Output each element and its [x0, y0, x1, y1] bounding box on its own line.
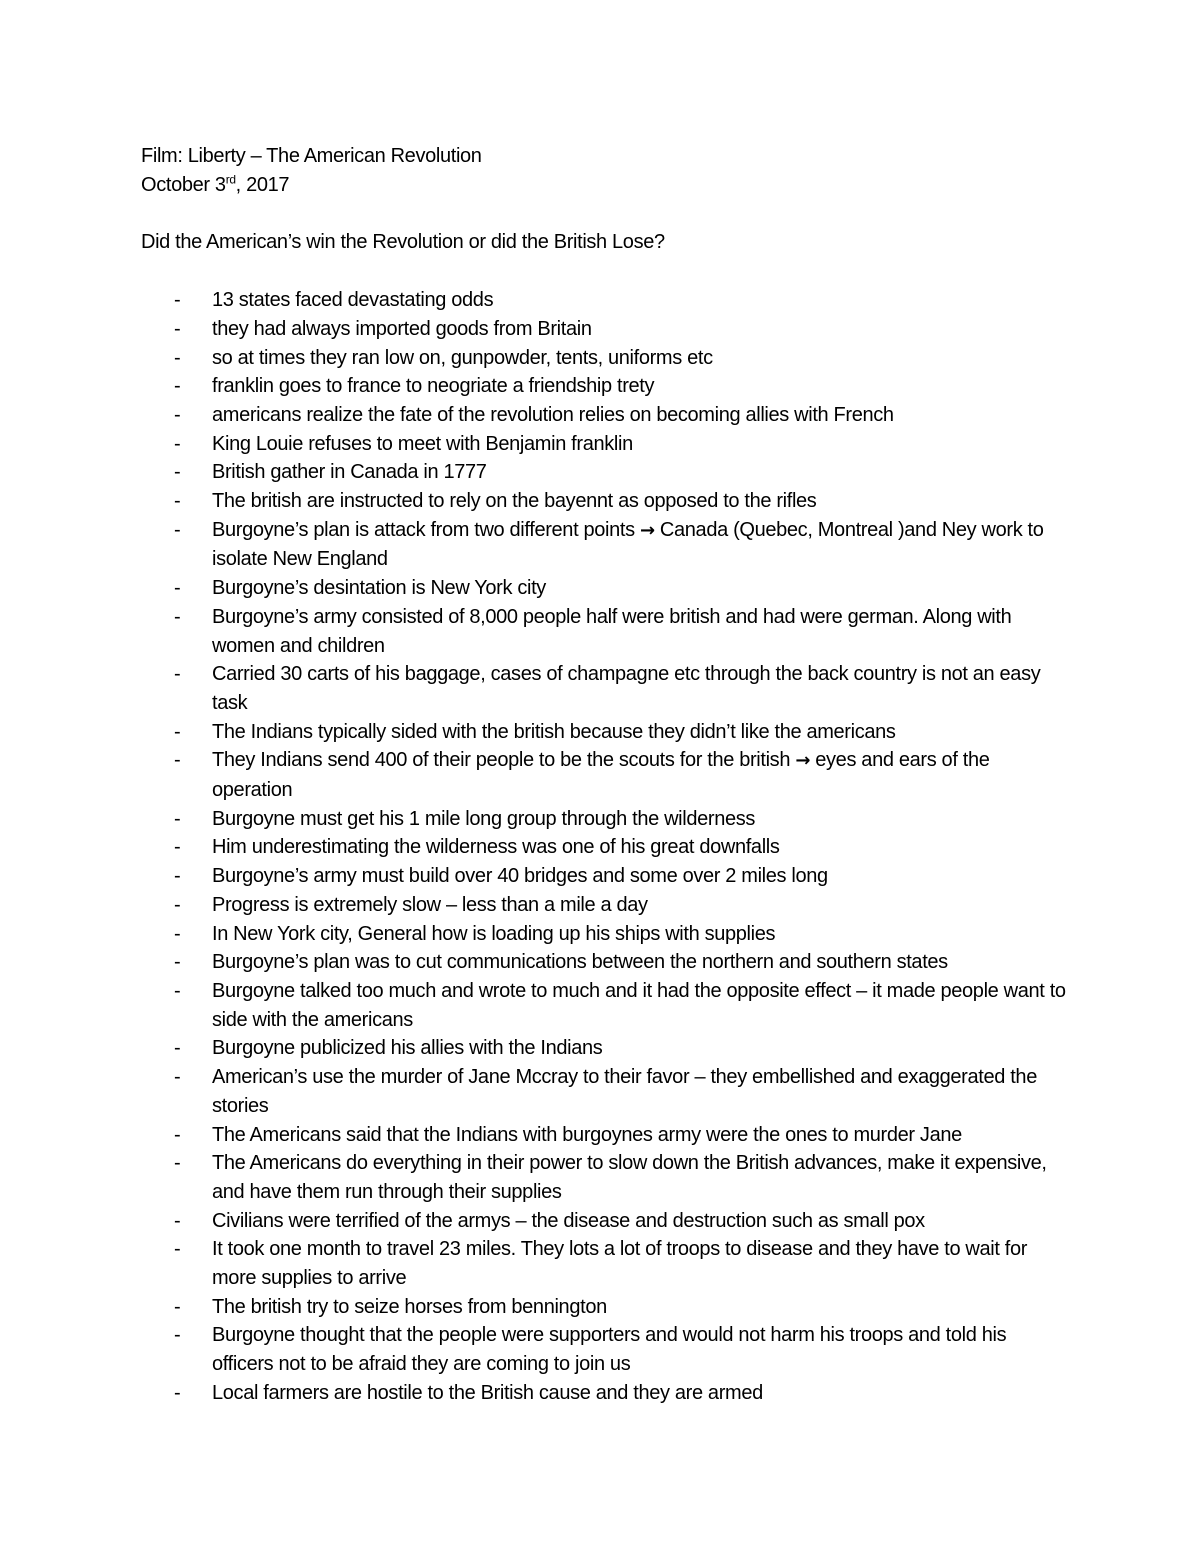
- note-item: [141, 430, 1071, 459]
- note-text: It took one month to travel 23 miles. They lots a lot of troops to disease and they have to wait for more supplies to arrive: [212, 1238, 1028, 1290]
- bullet-dash: -: [174, 577, 181, 600]
- note-item: [141, 344, 1071, 373]
- bullet-dash: -: [174, 1066, 181, 1089]
- note-text: The british try to seize horses from bennington: [212, 1295, 607, 1318]
- bullet-dash: -: [174, 979, 181, 1002]
- note-text: The british are instructed to rely on the bayennt as opposed to the rifles: [212, 490, 817, 513]
- note-item: [141, 862, 1071, 891]
- note-item: [141, 1293, 1071, 1322]
- note-item: [141, 1207, 1071, 1236]
- date-ordinal-suffix: rd: [225, 172, 236, 187]
- note-item: [141, 458, 1071, 487]
- bullet-dash: -: [174, 865, 181, 888]
- note-text: Local farmers are hostile to the British cause and they are armed: [212, 1381, 763, 1404]
- document-body: [141, 142, 1071, 1408]
- note-text: Burgoyne publicized his allies with the Indians: [212, 1037, 603, 1060]
- bullet-dash: -: [174, 1037, 181, 1060]
- note-item: [141, 746, 1071, 804]
- note-text: americans realize the fate of the revolution relies on becoming allies with French: [212, 403, 894, 426]
- note-item: [141, 603, 1071, 660]
- bullet-dash: -: [174, 1123, 181, 1146]
- bullet-dash: -: [174, 749, 181, 772]
- bullet-dash: -: [174, 836, 181, 859]
- right-arrow-icon: →: [795, 750, 811, 772]
- note-text-before-arrow: Burgoyne’s plan is attack from two different points: [212, 518, 640, 541]
- note-text: Burgoyne thought that the people were supporters and would not harm his troops and told his officers not to be afraid they are coming to join us: [212, 1324, 1007, 1376]
- notes-list: [141, 286, 1071, 1407]
- note-item: [141, 487, 1071, 516]
- note-item: [141, 516, 1071, 574]
- bullet-dash: -: [174, 1324, 181, 1347]
- note-item: [141, 660, 1071, 717]
- note-text: Burgoyne must get his 1 mile long group through the wilderness: [212, 807, 756, 830]
- bullet-dash: -: [174, 461, 181, 484]
- note-item: [141, 372, 1071, 401]
- note-text: Burgoyne’s desintation is New York city: [212, 577, 546, 600]
- note-text: [212, 746, 1071, 804]
- note-item: [141, 1379, 1071, 1408]
- bullet-dash: -: [174, 605, 181, 628]
- note-item: [141, 718, 1071, 747]
- note-text: British gather in Canada in 1777: [212, 461, 487, 484]
- note-text: Progress is extremely slow – less than a mile a day: [212, 893, 648, 916]
- note-text-before-arrow: They Indians send 400 of their people to be the scouts for the british: [212, 749, 796, 772]
- note-item: [141, 1149, 1071, 1206]
- note-item: [141, 948, 1071, 977]
- bullet-dash: -: [174, 807, 181, 830]
- note-text: they had always imported goods from Britain: [212, 317, 592, 340]
- bullet-dash: -: [174, 1238, 181, 1261]
- note-text: [212, 516, 1071, 574]
- note-item: [141, 1121, 1071, 1150]
- bullet-dash: -: [174, 663, 181, 686]
- note-text: Carried 30 carts of his baggage, cases of champagne etc through the back country is not an easy task: [212, 663, 1041, 714]
- note-text: franklin goes to france to neogriate a friendship trety: [212, 375, 655, 398]
- note-text: The Americans said that the Indians with burgoynes army were the ones to murder Jane: [212, 1123, 962, 1146]
- bullet-dash: -: [174, 346, 181, 369]
- bullet-dash: -: [174, 1381, 181, 1404]
- date-prefix: October 3: [141, 173, 226, 196]
- bullet-dash: -: [174, 1209, 181, 1232]
- note-item: [141, 315, 1071, 344]
- bullet-dash: -: [174, 518, 181, 541]
- note-item: [141, 833, 1071, 862]
- date-rest: , 2017: [235, 173, 290, 196]
- note-item: [141, 574, 1071, 603]
- document-date: [141, 171, 1071, 200]
- note-text: Civilians were terrified of the armys – the disease and destruction such as small pox: [212, 1209, 925, 1232]
- note-item: [141, 286, 1071, 315]
- bullet-dash: -: [174, 490, 181, 513]
- guiding-question: Did the American’s win the Revolution or did the British Lose?: [141, 231, 665, 254]
- note-text: Burgoyne’s army consisted of 8,000 people half were british and had were german. Along with women and children: [212, 605, 1012, 657]
- note-item: [141, 1034, 1071, 1063]
- note-text: Burgoyne’s army must build over 40 bridges and some over 2 miles long: [212, 865, 828, 888]
- note-item: [141, 401, 1071, 430]
- note-text: so at times they ran low on, gunpowder, tents, uniforms etc: [212, 346, 713, 369]
- document-title: Film: Liberty – The American Revolution: [141, 145, 482, 167]
- bullet-dash: -: [174, 951, 181, 974]
- note-item: [141, 1321, 1071, 1378]
- note-item: [141, 805, 1071, 834]
- bullet-dash: -: [174, 893, 181, 916]
- bullet-dash: -: [174, 720, 181, 743]
- bullet-dash: -: [174, 922, 181, 945]
- note-text: American’s use the murder of Jane Mccray to their favor – they embellished and exaggerated the stories: [212, 1066, 1037, 1117]
- note-text-after-arrow: eyes and ears of the operation: [212, 749, 990, 802]
- bullet-dash: -: [174, 317, 181, 340]
- note-text: In New York city, General how is loading up his ships with supplies: [212, 922, 776, 945]
- bullet-dash: -: [174, 375, 181, 398]
- note-text: Burgoyne’s plan was to cut communications between the northern and southern states: [212, 951, 948, 974]
- bullet-dash: -: [174, 403, 181, 426]
- note-item: [141, 1235, 1071, 1292]
- note-text: The Indians typically sided with the british because they didn’t like the americans: [212, 720, 896, 743]
- note-text: The Americans do everything in their power to slow down the British advances, make it expensive, and have them run through their supplies: [212, 1152, 1047, 1203]
- note-text: Him underestimating the wilderness was one of his great downfalls: [212, 836, 780, 859]
- note-item: [141, 891, 1071, 920]
- note-item: [141, 920, 1071, 949]
- bullet-dash: -: [174, 1152, 181, 1175]
- note-text: King Louie refuses to meet with Benjamin franklin: [212, 432, 633, 455]
- note-text: 13 states faced devastating odds: [212, 289, 494, 312]
- bullet-dash: -: [174, 289, 181, 312]
- right-arrow-icon: →: [639, 519, 655, 541]
- note-text: Burgoyne talked too much and wrote to much and it had the opposite effect – it made people want to side with the americans: [212, 979, 1066, 1031]
- note-text-after-arrow: Canada (Quebec, Montreal )and Ney work to isolate New England: [212, 518, 1044, 571]
- note-item: [141, 1063, 1071, 1120]
- bullet-dash: -: [174, 432, 181, 455]
- note-item: [141, 977, 1071, 1034]
- bullet-dash: -: [174, 1295, 181, 1318]
